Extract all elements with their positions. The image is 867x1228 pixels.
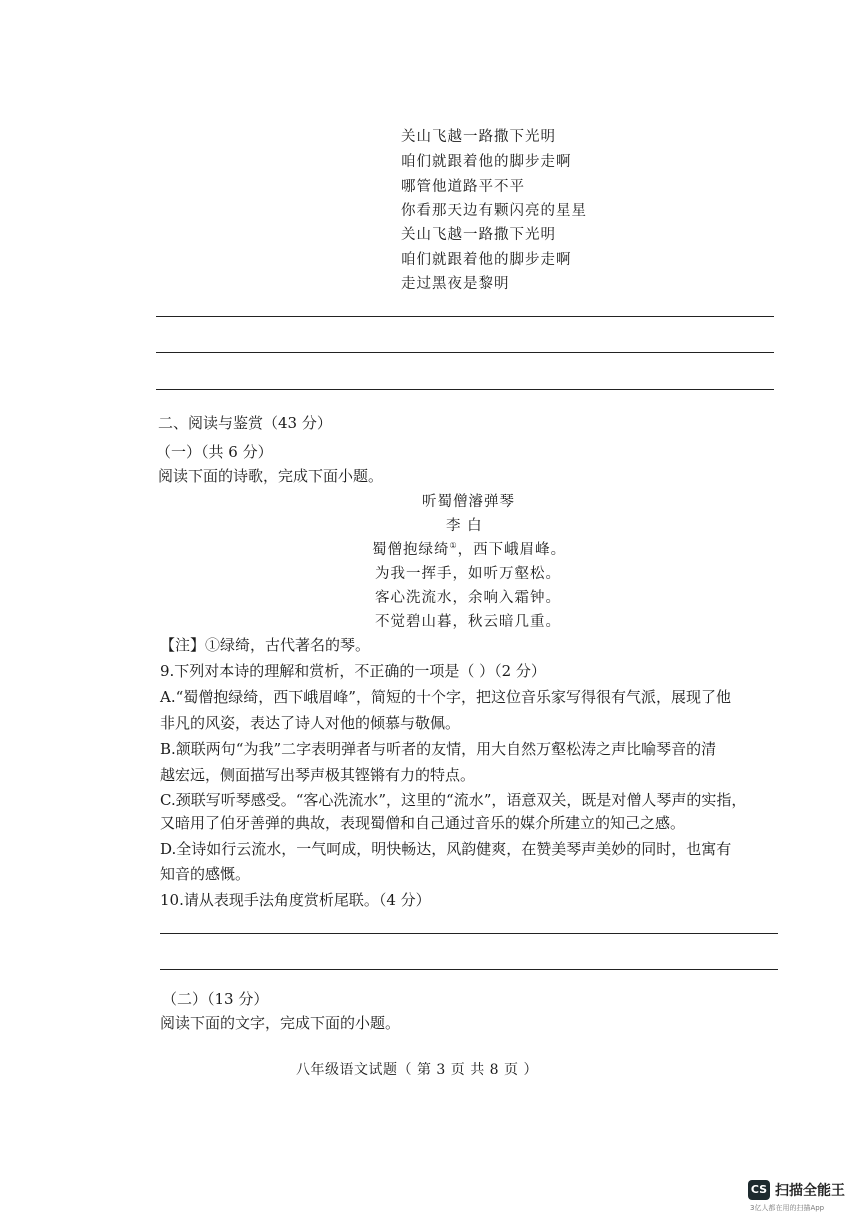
poem-line: 不觉碧山暮，秋云暗几重。 xyxy=(375,614,561,630)
song-line: 咱们就跟着他的脚步走啊 xyxy=(401,154,572,170)
section-heading: 二、阅读与鉴赏（43 分） xyxy=(158,414,332,432)
question-10: 10.请从表现手法角度赏析尾联。（4 分） xyxy=(160,891,431,909)
instruction: 阅读下面的诗歌，完成下面小题。 xyxy=(158,467,384,485)
footnote-marker: ① xyxy=(449,541,458,551)
poem-line: 为我一挥手，如听万壑松。 xyxy=(375,566,561,582)
poem-line: 蜀僧抱绿绮①，西下峨眉峰。 xyxy=(372,541,567,558)
answer-line[interactable] xyxy=(156,352,774,353)
page-footer: 八年级语文试题（ 第 3 页 共 8 页 ） xyxy=(296,1062,538,1078)
question-9: 9.下列对本诗的理解和赏析，不正确的一项是（ ）（2 分） xyxy=(160,662,546,680)
poem-author: 李 白 xyxy=(446,518,483,534)
option-b[interactable]: B.颔联两句“为我”二字表明弹者与听者的友情，用大自然万壑松涛之声比喻琴音的清 xyxy=(160,740,717,758)
part-heading: （一）（共 6 分） xyxy=(156,443,273,461)
poem-title: 听蜀僧濬弹琴 xyxy=(422,494,515,510)
note: 【注】①绿绮，古代著名的琴。 xyxy=(160,636,371,654)
answer-line[interactable] xyxy=(160,969,778,970)
song-line: 走过黑夜是黎明 xyxy=(401,276,510,292)
option-c[interactable]: C.颈联写听琴感受。“客心洗流水”，这里的“流水”，语意双关，既是对僧人琴声的实指， xyxy=(160,791,747,809)
answer-line[interactable] xyxy=(160,933,778,934)
option-c-cont: 又暗用了伯牙善弹的典故，表现蜀僧和自己通过音乐的媒介所建立的知己之感。 xyxy=(160,814,686,832)
song-line: 你看那天边有颗闪亮的星星 xyxy=(401,203,587,219)
option-a[interactable]: A.“蜀僧抱绿绮，西下峨眉峰”，简短的十个字，把这位音乐家写得很有气派，展现了他 xyxy=(160,688,731,706)
song-line: 咱们就跟着他的脚步走啊 xyxy=(401,252,572,268)
option-a-cont: 非凡的风姿，表达了诗人对他的倾慕与敬佩。 xyxy=(160,714,461,732)
option-d[interactable]: D.全诗如行云流水，一气呵成，明快畅达，风韵健爽，在赞美琴声美妙的同时，也寓有 xyxy=(160,840,732,858)
song-line: 哪管他道路平不平 xyxy=(401,179,525,195)
watermark-tagline: 3亿人都在用的扫描App xyxy=(750,1204,825,1212)
poem-line: 客心洗流水，余响入霜钟。 xyxy=(375,590,561,606)
option-b-cont: 越宏远，侧面描写出琴声极其铿锵有力的特点。 xyxy=(160,766,476,784)
song-line: 关山飞越一路撒下光明 xyxy=(401,129,556,145)
camscanner-logo-icon: CS xyxy=(748,1180,770,1200)
answer-line[interactable] xyxy=(156,389,774,390)
watermark-brand: 扫描全能王 xyxy=(775,1183,845,1199)
option-d-cont: 知音的感慨。 xyxy=(160,865,251,883)
song-line: 关山飞越一路撒下光明 xyxy=(401,227,556,243)
instruction: 阅读下面的文字，完成下面的小题。 xyxy=(160,1014,401,1032)
answer-line[interactable] xyxy=(156,316,774,317)
part-heading: （二）（13 分） xyxy=(162,990,269,1008)
